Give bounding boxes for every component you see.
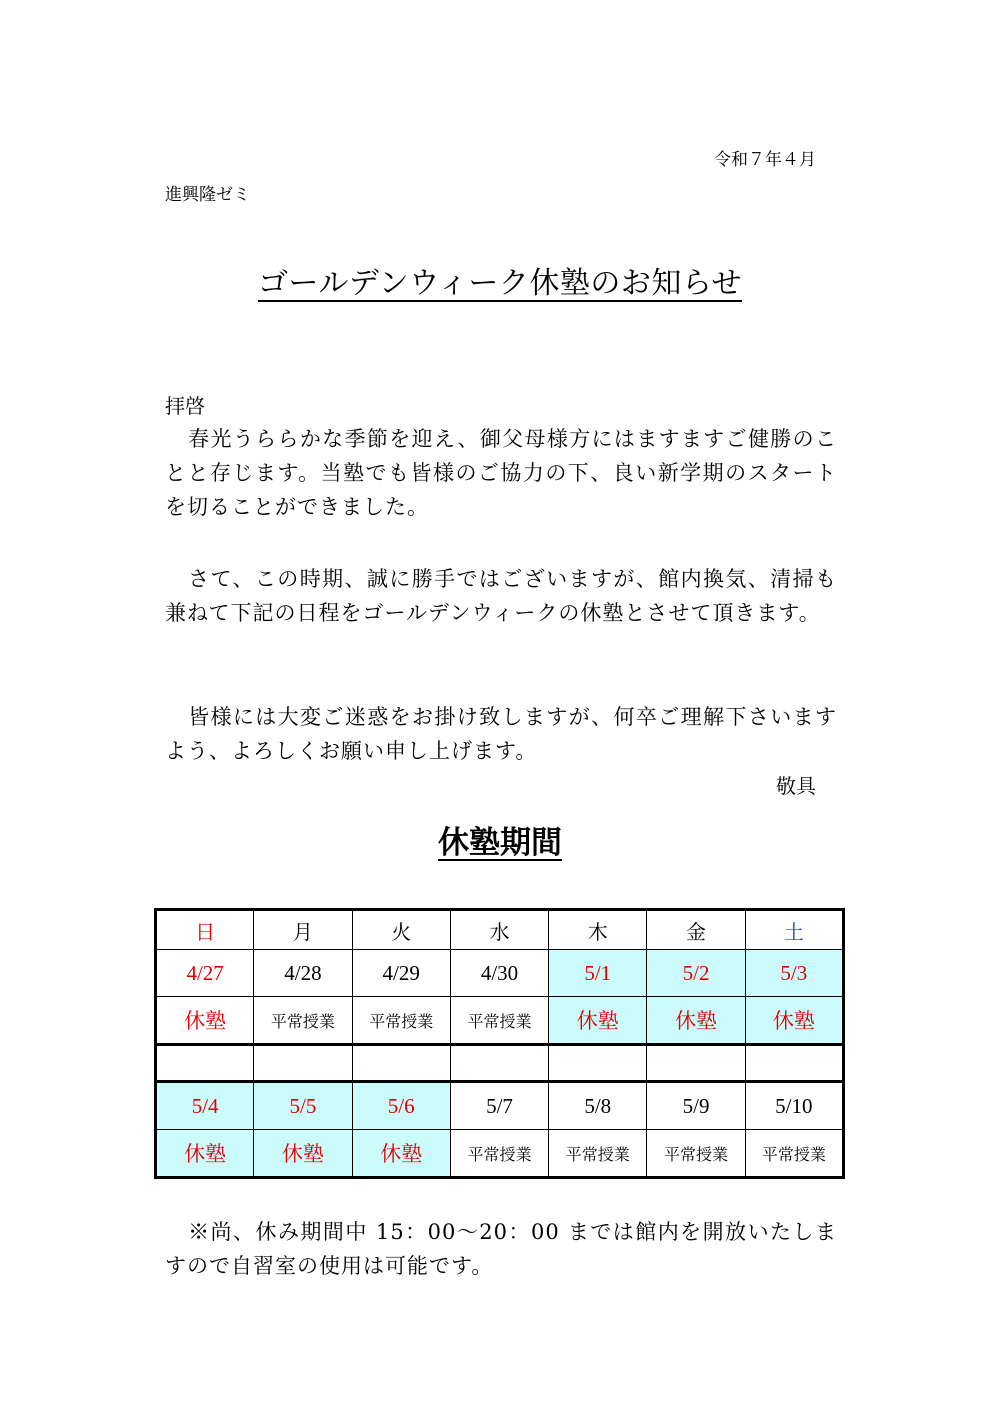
date-cell: 5/4 — [156, 1082, 254, 1130]
date-cell: 4/30 — [450, 950, 548, 997]
weekday-cell: 日 — [156, 910, 254, 950]
blank-cell — [450, 1045, 548, 1082]
blank-cell — [745, 1045, 843, 1082]
status-cell: 休塾 — [156, 997, 254, 1045]
date-cell: 5/5 — [254, 1082, 352, 1130]
blank-cell — [549, 1045, 647, 1082]
status-cell: 平常授業 — [450, 1130, 548, 1178]
letter-paragraph-3: 皆様には大変ご迷惑をお掛け致しますが、何卒ご理解下さいますよう、よろしくお願い申し上げます。 — [165, 705, 837, 763]
blank-separator-row — [156, 1045, 844, 1082]
notice-title — [0, 258, 1000, 302]
status-cell: 平常授業 — [352, 997, 450, 1045]
letter-paragraph-1: 春光うららかな季節を迎え、御父母様方にはますますご健勝のことと存じます。当塾でも皆様のご協力の下、良い新学期のスタートを切ることができました。 — [165, 427, 837, 519]
blank-cell — [647, 1045, 745, 1082]
status-cell: 平常授業 — [745, 1130, 843, 1178]
weekday-cell: 木 — [549, 910, 647, 950]
status-cell: 平常授業 — [450, 997, 548, 1045]
date-cell: 4/28 — [254, 950, 352, 997]
week1-status-row — [156, 997, 844, 1045]
notice-title-text: ゴールデンウィーク休塾のお知らせ — [257, 266, 743, 301]
open-study-room-note: ※尚、休み期間中 15：00～20：00 までは館内を開放いたしますので自習室の使用は可能です。 — [165, 1220, 837, 1278]
date-cell: 5/10 — [745, 1082, 843, 1130]
date-cell: 5/7 — [450, 1082, 548, 1130]
date-cell: 4/29 — [352, 950, 450, 997]
salutation: 拝啓 — [165, 394, 205, 418]
status-cell: 休塾 — [647, 997, 745, 1045]
weekday-header-row — [156, 910, 844, 950]
status-cell: 休塾 — [254, 1130, 352, 1178]
weekday-cell: 火 — [352, 910, 450, 950]
closing: 敬具 — [776, 774, 816, 798]
week1-date-row — [156, 950, 844, 997]
status-cell: 平常授業 — [254, 997, 352, 1045]
issue-date: 令和７年４月 — [714, 150, 816, 170]
schedule-heading-text: 休塾期間 — [438, 825, 562, 861]
weekday-cell: 月 — [254, 910, 352, 950]
status-cell: 平常授業 — [647, 1130, 745, 1178]
weekday-cell: 金 — [647, 910, 745, 950]
date-cell: 5/3 — [745, 950, 843, 997]
weekday-cell: 水 — [450, 910, 548, 950]
status-cell: 休塾 — [156, 1130, 254, 1178]
letter-paragraph-2: さて、この時期、誠に勝手ではございますが、館内換気、清掃も兼ねて下記の日程をゴールデンウィークの休塾とさせて頂きます。 — [165, 567, 837, 625]
blank-cell — [156, 1045, 254, 1082]
status-cell: 平常授業 — [549, 1130, 647, 1178]
schedule-heading — [0, 817, 1000, 862]
week2-status-row — [156, 1130, 844, 1178]
date-cell: 5/6 — [352, 1082, 450, 1130]
date-cell: 5/2 — [647, 950, 745, 997]
date-cell: 5/8 — [549, 1082, 647, 1130]
blank-cell — [352, 1045, 450, 1082]
organization-name: 進興隆ゼミ — [165, 185, 250, 205]
status-cell: 休塾 — [352, 1130, 450, 1178]
schedule-table — [154, 908, 845, 1179]
status-cell: 休塾 — [549, 997, 647, 1045]
date-cell: 5/1 — [549, 950, 647, 997]
week2-date-row — [156, 1082, 844, 1130]
weekday-cell: 土 — [745, 910, 843, 950]
date-cell: 5/9 — [647, 1082, 745, 1130]
date-cell: 4/27 — [156, 950, 254, 997]
status-cell: 休塾 — [745, 997, 843, 1045]
blank-cell — [254, 1045, 352, 1082]
